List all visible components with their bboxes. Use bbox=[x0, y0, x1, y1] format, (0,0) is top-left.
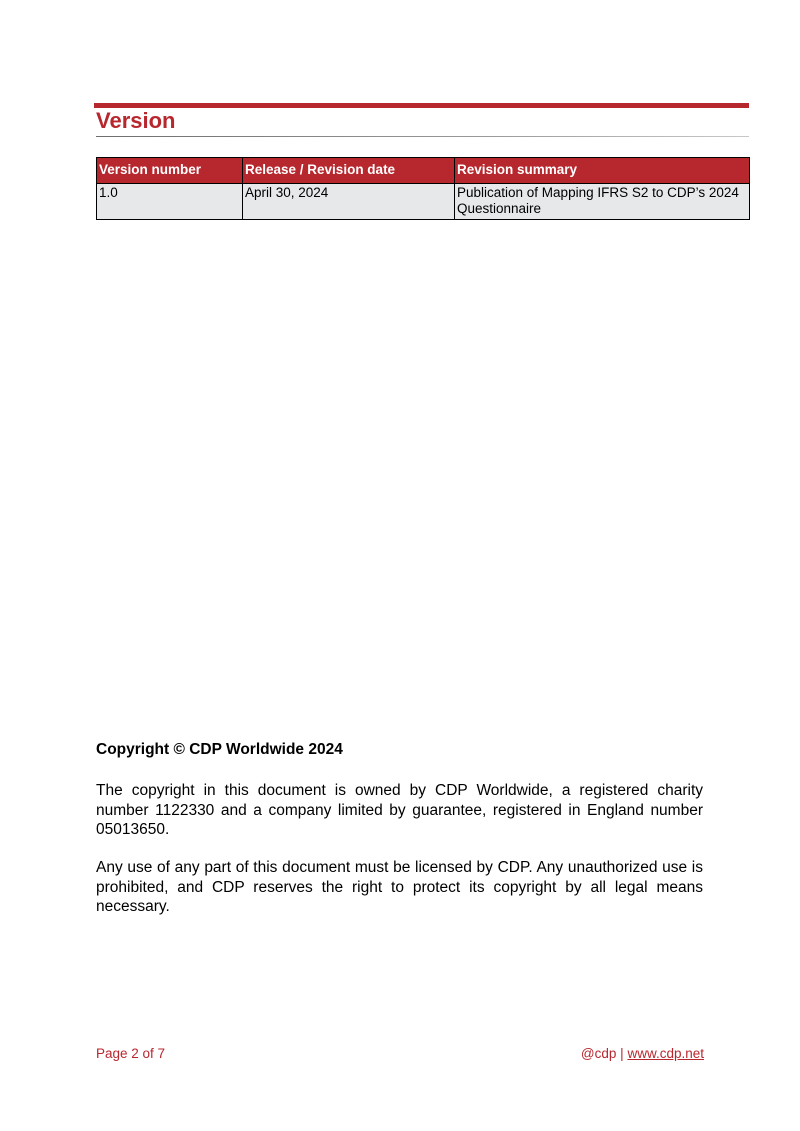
version-table bbox=[96, 157, 750, 220]
section-title-underline bbox=[96, 136, 749, 137]
footer-separator: | bbox=[620, 1046, 624, 1061]
revision-summary-line-1: Publication of Mapping IFRS S2 to CDP’s 2024 bbox=[457, 185, 739, 200]
column-header-revision-summary: Revision summary bbox=[455, 158, 750, 184]
footer-links bbox=[581, 1046, 704, 1061]
section-title: Version bbox=[96, 108, 176, 133]
copyright-ownership-paragraph: The copyright in this document is owned by CDP Worldwide, a registered charity number 1122330 and a company limited by guarantee, registered in England number 05013650. bbox=[96, 782, 703, 838]
cell-version-number: 1.0 bbox=[97, 184, 243, 220]
column-header-version-number: Version number bbox=[97, 158, 243, 184]
cell-release-date: April 30, 2024 bbox=[243, 184, 455, 220]
website-link[interactable]: www.cdp.net bbox=[627, 1046, 704, 1061]
copyright-license-paragraph: Any use of any part of this document must be licensed by CDP. Any unauthorized use is prohibited, and CDP reserves the right to protect its copyright by all legal means necessary. bbox=[96, 859, 703, 915]
page-number: Page 2 of 7 bbox=[96, 1046, 166, 1061]
table-header-row bbox=[97, 158, 750, 184]
social-handle: @cdp bbox=[580, 1046, 617, 1061]
table-row bbox=[97, 184, 750, 220]
copyright-heading: Copyright © CDP Worldwide 2024 bbox=[96, 741, 343, 758]
revision-summary-line-2: Questionnaire bbox=[457, 201, 542, 216]
cell-revision-summary bbox=[455, 184, 750, 220]
column-header-release-date: Release / Revision date bbox=[243, 158, 455, 184]
section-top-rule bbox=[94, 103, 749, 108]
